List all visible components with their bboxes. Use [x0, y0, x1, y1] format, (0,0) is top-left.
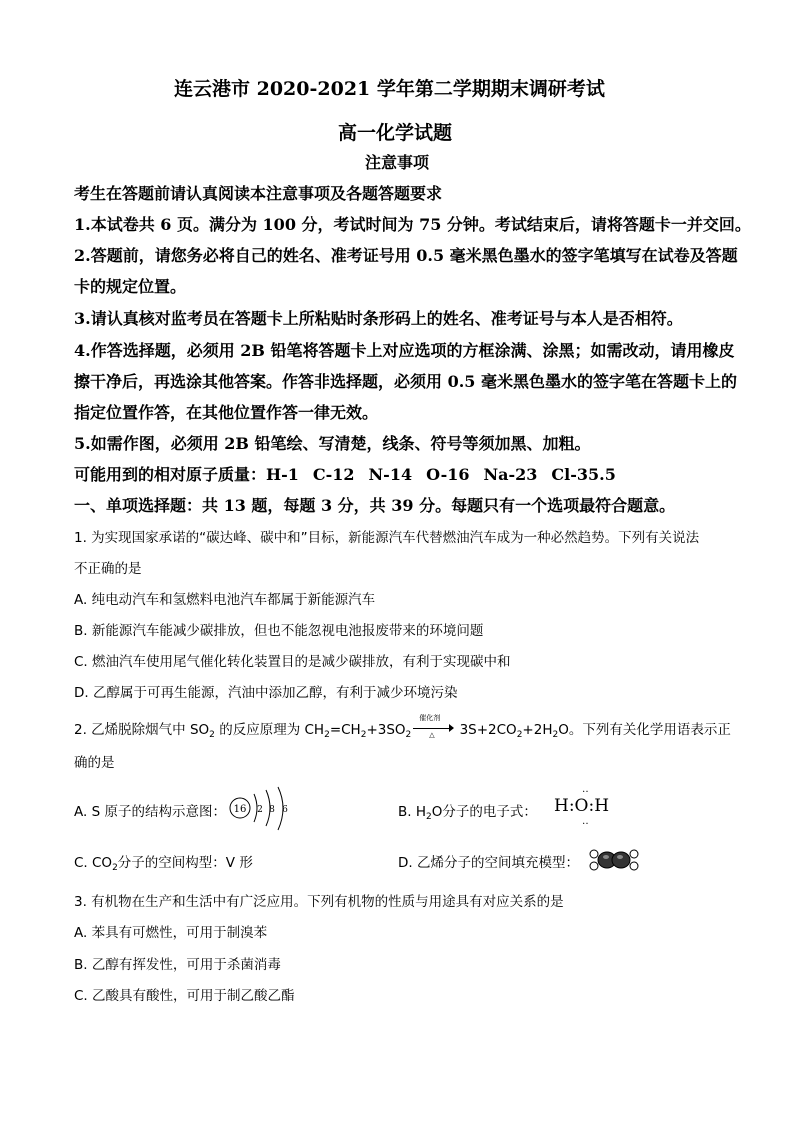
exam-subtitle: 高一化学试题: [338, 122, 453, 144]
notice-item-4: 4.作答选择题，必须用 2B 铅笔将答题卡上对应选项的方框涂满、涂黑；如需改动，请用橡皮: [74, 341, 735, 360]
notice-item-5: 5.如需作图，必须用 2B 铅笔绘、写清楚，线条、符号等须加黑、加粗。: [74, 434, 591, 453]
notice-item-3: 3.请认真核对监考员在答题卡上所粘贴时条形码上的姓名、准考证号与本人是否相符。: [74, 309, 683, 328]
notice-intro: 考生在答题前请认真阅读本注意事项及各题答题要求: [74, 184, 443, 203]
notice-item-1: 1.本试卷共 6 页。满分为 100 分，考试时间为 75 分钟。考试结束后，请将答题卡一并交回。: [74, 215, 751, 234]
nucleus-charge: 16: [233, 804, 247, 815]
q1-option-a: A. 纯电动汽车和氢燃料电池汽车都属于新能源汽车: [74, 592, 376, 608]
q3-option-a: A. 苯具有可燃性，可用于制溴苯: [74, 925, 268, 941]
atomic-mass-h: H-1: [266, 465, 299, 484]
notice-heading: 注意事项: [365, 153, 430, 172]
sulfur-atom-diagram: [226, 786, 302, 832]
atomic-mass-o: O-16: [426, 465, 470, 484]
q1-option-d: D. 乙醇属于可再生能源，汽油中添加乙醇，有利于减少环境污染: [74, 685, 458, 701]
shell-1-count: 2: [257, 805, 263, 815]
q2-stem-cont: 确的是: [74, 755, 115, 771]
q3-option-b: B. 乙醇有挥发性，可用于杀菌消毒: [74, 957, 281, 973]
q2-option-c: C. $CO_2$分子的空间构型：V 形: [74, 855, 253, 873]
atomic-mass-cl: Cl-35.5: [551, 465, 616, 484]
q2-option-b: B. $H_2O$分子的电子式：: [398, 804, 537, 822]
q3-option-c: C. 乙酸具有酸性，可用于制乙酸乙酯: [74, 988, 295, 1004]
shell-2-count: 8: [269, 805, 275, 815]
q3-stem: 3. 有机物在生产和生活中有广泛应用。下列有机物的性质与用途具有对应关系的是: [74, 894, 564, 910]
reaction-arrow: [411, 714, 455, 739]
reaction-condition-catalyst: 催化剂: [419, 714, 441, 722]
q2-option-a: A. S 原子的结构示意图：: [74, 804, 226, 820]
atomic-mass-na: Na-23: [483, 465, 538, 484]
q2-option-d: D. 乙烯分子的空间填充模型：: [398, 855, 579, 871]
section-heading: 一、单项选择题：共 13 题，每题 3 分，共 39 分。每题只有一个选项最符合题意。: [74, 496, 676, 515]
atomic-mass-label: 可能用到的相对原子质量：: [74, 465, 267, 484]
q1-stem: 1. 为实现国家承诺的“碳达峰、碳中和”目标，新能源汽车代替燃油汽车成为一种必然趋势。下列有关说法: [74, 530, 700, 546]
exam-title: 连云港市 2020-2021 学年第二学期期末调研考试: [174, 78, 605, 100]
atomic-mass-line: [74, 462, 616, 485]
q1-stem-cont: 不正确的是: [74, 561, 142, 577]
notice-item-2-cont: 卡的规定位置。: [74, 277, 187, 296]
atomic-mass-c: C-12: [312, 465, 355, 484]
q1-option-c: C. 燃油汽车使用尾气催化转化装置目的是减少碳排放，有利于实现碳中和: [74, 654, 511, 670]
reaction-condition-heat: △: [429, 731, 435, 739]
shell-3-count: 6: [282, 805, 288, 815]
notice-item-4-cont: 擦干净后，再选涂其他答案。作答非选择题，必须用 0.5 毫米黑色墨水的签字笔在答题卡上的: [74, 372, 737, 391]
atomic-mass-n: N-14: [368, 465, 413, 484]
q1-option-b: B. 新能源汽车能减少碳排放，但也不能忽视电池报废带来的环境问题: [74, 623, 484, 639]
water-electron-formula: ‥ H:O:H ‥: [554, 784, 610, 827]
notice-item-4-cont2: 指定位置作答，在其他位置作答一律无效。: [74, 403, 379, 422]
q2-stem: 2. 乙烯脱除烟气中 $SO_2$ 的反应原理为 $CH_2=CH_2+3SO_2$ 催化剂 △ $3S+2CO_2+2H_2O$。下列有关化学用语表示正: [74, 714, 731, 740]
ethylene-space-filling-model: [588, 846, 640, 874]
notice-item-2: 2.答题前，请您务必将自己的姓名、准考证号用 0.5 毫米黑色墨水的签字笔填写在试卷及答题: [74, 246, 738, 265]
